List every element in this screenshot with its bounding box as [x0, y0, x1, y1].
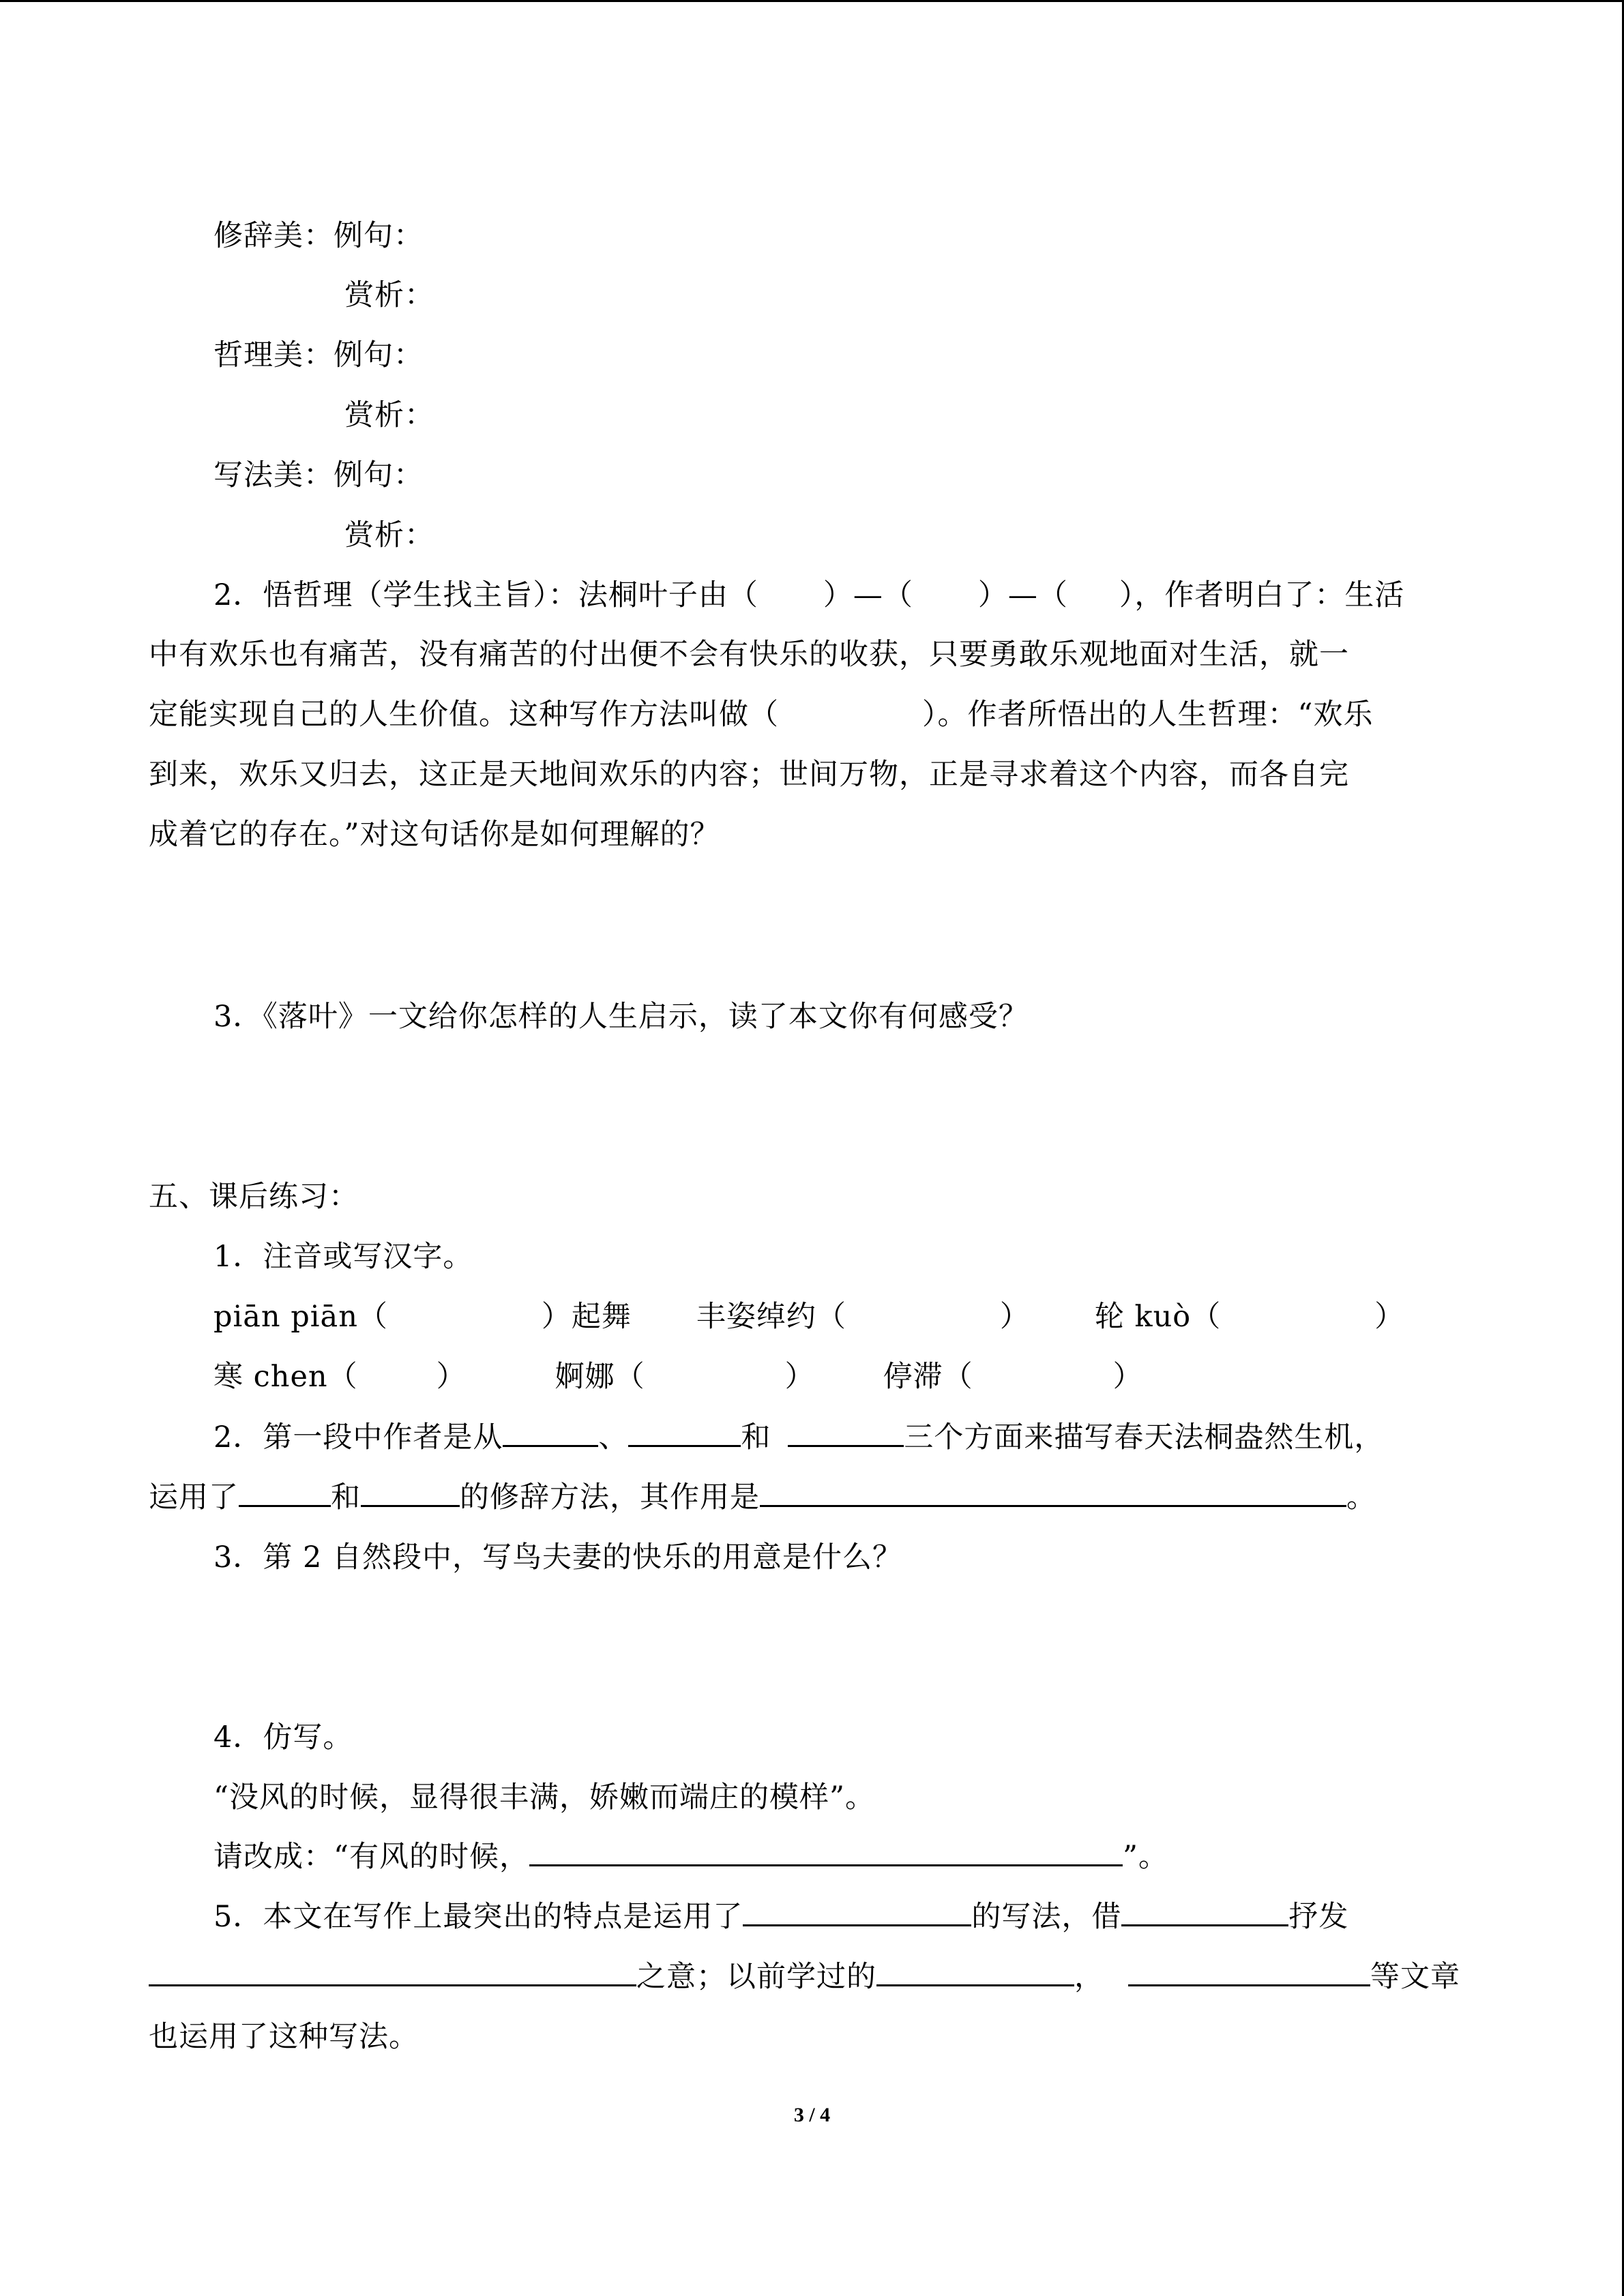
q2-text-a: 2．悟哲理（学生找主旨）：法桐叶子由（	[213, 578, 758, 612]
ex1-r1-text-d: ）	[999, 1300, 1030, 1334]
philosophy-example-label: 哲理美：例句：	[213, 338, 424, 372]
ex5-text-e: ，	[1074, 1960, 1104, 1994]
exercise-2-line-1	[213, 1417, 1384, 1458]
ex2-text-f: 和	[331, 1480, 361, 1515]
ex1-r2-text-f: ）	[1112, 1360, 1143, 1394]
page-top-border	[0, 0, 1624, 2]
ex4-text-a: 请改成：“有风的时候，	[213, 1840, 529, 1874]
writing-analysis-label: 赏析：	[344, 518, 434, 552]
question-2-line-1	[213, 575, 1404, 616]
ex1-r1-text-a: piān piān（	[213, 1300, 388, 1334]
ex2-text-d: 三个方面来描写春天法桐盎然生机，	[904, 1420, 1385, 1455]
q2-line3-text-b: ）。作者所悟出的人生哲理：“欢乐	[922, 698, 1374, 732]
exercise-5-line-2	[149, 1956, 1460, 1997]
exercise-3: 3．第 2 自然段中，写鸟夫妻的快乐的用意是什么？	[213, 1540, 903, 1575]
ex2-text-h: 。	[1346, 1480, 1376, 1515]
exercise-1-title: 1．注音或写汉字。	[213, 1240, 473, 1274]
rhetoric-example-label: 修辞美：例句：	[213, 219, 424, 253]
question-2-line-3	[149, 694, 1373, 735]
q2-text-d: ），作者明白了：生活	[1119, 578, 1405, 612]
philosophy-analysis-label: 赏析：	[344, 398, 434, 432]
ex1-r2-text-d: ）	[784, 1360, 815, 1394]
ex1-r1-text-e: 轮 kuò（	[1094, 1300, 1222, 1334]
q2-line3-text-a: 定能实现自己的人生价值。这种写作方法叫做（	[149, 698, 779, 732]
page-number: 3 / 4	[793, 2104, 831, 2126]
ex1-r2-text-e: 停滞（	[883, 1360, 973, 1394]
ex1-r1-text-c: 丰姿绰约（	[696, 1300, 846, 1334]
exercise-5-line-1	[213, 1896, 1348, 1937]
ex1-r2-text-a: 寒 chen（	[213, 1360, 358, 1394]
ex5-blank-4[interactable]	[876, 1957, 1074, 1986]
question-2-line-2: 中有欢乐也有痛苦，没有痛苦的付出便不会有快乐的收获，只要勇敢乐观地面对生活，就一	[149, 638, 1349, 672]
ex5-text-b: 的写法，借	[971, 1900, 1122, 1934]
ex2-text-g: 的修辞方法，其作用是	[460, 1480, 760, 1515]
exercise-2-line-2	[149, 1477, 1376, 1518]
ex2-blank-5[interactable]	[361, 1478, 460, 1507]
question-3: 3．《落叶》一文给你怎样的人生启示，读了本文你有何感受？	[213, 1000, 1029, 1034]
ex1-r2-text-c: 婀娜（	[555, 1360, 645, 1394]
ex5-blank-2[interactable]	[1121, 1897, 1288, 1926]
exercise-1-row-1	[213, 1296, 1404, 1337]
exercise-4-rewrite	[213, 1836, 1168, 1877]
ex5-blank-1[interactable]	[743, 1897, 971, 1926]
ex4-blank[interactable]	[529, 1837, 1123, 1866]
exercise-5-line-3: 也运用了这种写法。	[149, 2020, 419, 2054]
ex1-r2-text-b: ）	[436, 1360, 467, 1394]
ex5-text-a: 5．本文在写作上最突出的特点是运用了	[213, 1900, 743, 1934]
ex5-text-c: 抒发	[1288, 1900, 1349, 1934]
ex2-blank-6[interactable]	[760, 1478, 1346, 1507]
ex1-r1-text-f: ）	[1374, 1300, 1405, 1334]
ex2-text-b: 、	[598, 1420, 629, 1455]
ex2-blank-1[interactable]	[503, 1418, 598, 1447]
ex5-text-f: 等文章	[1370, 1960, 1460, 1994]
ex4-text-b: ”。	[1122, 1840, 1168, 1874]
q2-text-b: ）—（	[823, 578, 913, 612]
writing-example-label: 写法美：例句：	[213, 458, 424, 492]
exercise-1-row-2	[213, 1356, 1143, 1397]
ex2-blank-2[interactable]	[628, 1418, 741, 1447]
q2-text-c: ）—（	[977, 578, 1068, 612]
question-2-line-4: 到来，欢乐又归去，这正是天地间欢乐的内容；世间万物，正是寻求着这个内容，而各自完	[149, 758, 1349, 792]
ex2-blank-3[interactable]	[788, 1418, 904, 1447]
section-5-heading: 五、课后练习：	[149, 1180, 359, 1214]
ex5-text-d: 之意；以前学过的	[636, 1960, 876, 1994]
ex5-blank-5[interactable]	[1128, 1957, 1370, 1986]
ex2-blank-4[interactable]	[239, 1478, 331, 1507]
rhetoric-analysis-label: 赏析：	[344, 278, 434, 312]
ex2-text-c: 和	[741, 1420, 771, 1455]
question-2-line-5: 成着它的存在。”对这句话你是如何理解的？	[149, 818, 720, 852]
exercise-4-quote: “没风的时候，显得很丰满，娇嫩而端庄的模样”。	[213, 1780, 875, 1815]
exercise-4-title: 4．仿写。	[213, 1720, 353, 1755]
ex1-r1-text-b: ）起舞	[541, 1300, 632, 1334]
ex5-blank-3[interactable]	[149, 1957, 636, 1986]
ex2-text-e: 运用了	[149, 1480, 239, 1515]
ex2-text-a: 2．第一段中作者是从	[213, 1420, 503, 1455]
